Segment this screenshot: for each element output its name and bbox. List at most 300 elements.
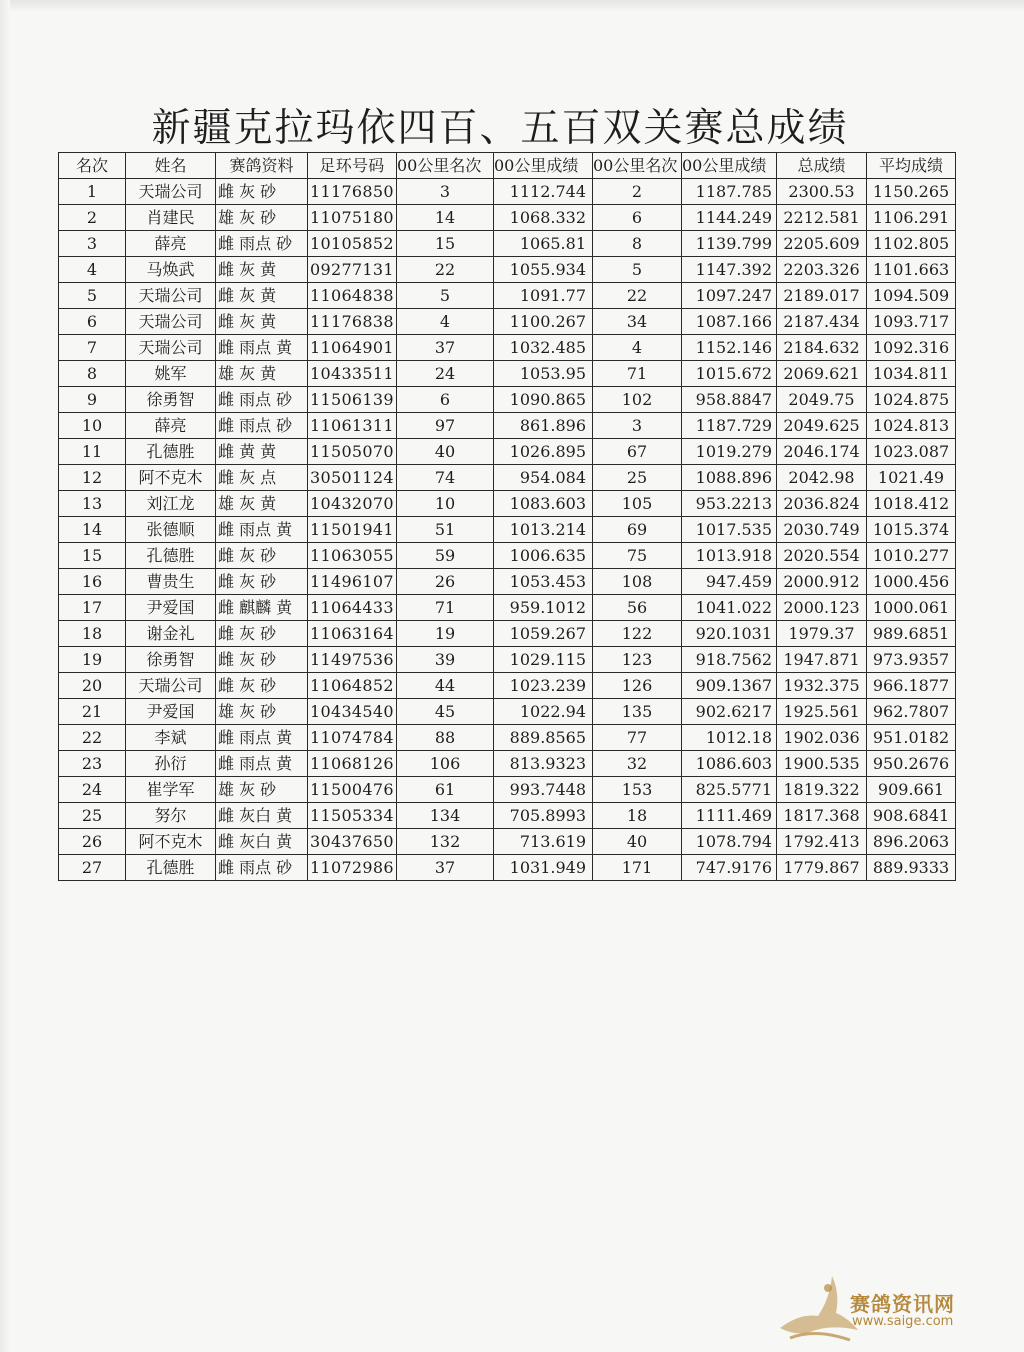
table-row	[59, 179, 956, 205]
cell-500km-score: 918.7562	[682, 647, 777, 673]
table-row	[59, 413, 956, 439]
cell-pigeon-info: 雌 雨点 黄	[216, 725, 308, 751]
cell-ring-number: 10105852	[308, 231, 397, 257]
cell-name: 姚军	[126, 361, 216, 387]
cell-500km-score: 909.1367	[682, 673, 777, 699]
cell-400km-rank: 40	[397, 439, 494, 465]
cell-500km-rank: 69	[593, 517, 682, 543]
table-row	[59, 777, 956, 803]
cell-rank: 6	[59, 309, 126, 335]
cell-500km-rank: 75	[593, 543, 682, 569]
cell-total-score: 2069.621	[777, 361, 867, 387]
cell-total-score: 1900.535	[777, 751, 867, 777]
cell-average-score: 973.9357	[867, 647, 956, 673]
table-row	[59, 699, 956, 725]
cell-rank: 1	[59, 179, 126, 205]
cell-400km-rank: 19	[397, 621, 494, 647]
cell-400km-score: 993.7448	[494, 777, 593, 803]
cell-total-score: 2187.434	[777, 309, 867, 335]
table-row	[59, 465, 956, 491]
cell-500km-rank: 34	[593, 309, 682, 335]
header-average-score: 平均成绩	[867, 153, 956, 179]
cell-name: 天瑞公司	[126, 179, 216, 205]
table-row	[59, 751, 956, 777]
table-row	[59, 283, 956, 309]
cell-ring-number: 11496107	[308, 569, 397, 595]
watermark-site-name: 赛鸽资讯网	[850, 1292, 955, 1316]
cell-rank: 8	[59, 361, 126, 387]
cell-rank: 13	[59, 491, 126, 517]
cell-500km-score: 1147.392	[682, 257, 777, 283]
table-row	[59, 361, 956, 387]
page-title: 新疆克拉玛依四百、五百双关赛总成绩	[151, 106, 849, 151]
cell-average-score: 1000.061	[867, 595, 956, 621]
cell-500km-rank: 135	[593, 699, 682, 725]
cell-500km-score: 1152.146	[682, 335, 777, 361]
cell-total-score: 2212.581	[777, 205, 867, 231]
cell-500km-rank: 18	[593, 803, 682, 829]
cell-rank: 21	[59, 699, 126, 725]
cell-400km-rank: 71	[397, 595, 494, 621]
cell-name: 薛亮	[126, 231, 216, 257]
cell-rank: 14	[59, 517, 126, 543]
cell-name: 天瑞公司	[126, 335, 216, 361]
cell-pigeon-info: 雌 灰 砂	[216, 569, 308, 595]
cell-total-score: 2205.609	[777, 231, 867, 257]
cell-pigeon-info: 雌 灰 黄	[216, 283, 308, 309]
cell-400km-score: 1112.744	[494, 179, 593, 205]
cell-total-score: 1979.37	[777, 621, 867, 647]
cell-400km-rank: 106	[397, 751, 494, 777]
table-row	[59, 829, 956, 855]
cell-400km-rank: 24	[397, 361, 494, 387]
cell-500km-score: 1088.896	[682, 465, 777, 491]
cell-average-score: 1024.813	[867, 413, 956, 439]
cell-average-score: 1092.316	[867, 335, 956, 361]
cell-500km-score: 1017.535	[682, 517, 777, 543]
cell-500km-rank: 102	[593, 387, 682, 413]
cell-500km-score: 747.9176	[682, 855, 777, 881]
cell-500km-score: 1139.799	[682, 231, 777, 257]
cell-average-score: 966.1877	[867, 673, 956, 699]
cell-ring-number: 11068126	[308, 751, 397, 777]
cell-rank: 20	[59, 673, 126, 699]
cell-total-score: 1819.322	[777, 777, 867, 803]
cell-500km-rank: 8	[593, 231, 682, 257]
cell-name: 张德顺	[126, 517, 216, 543]
cell-pigeon-info: 雌 雨点 砂	[216, 387, 308, 413]
cell-pigeon-info: 雄 灰 黄	[216, 361, 308, 387]
cell-total-score: 1925.561	[777, 699, 867, 725]
cell-ring-number: 11176838	[308, 309, 397, 335]
cell-500km-score: 958.8847	[682, 387, 777, 413]
cell-average-score: 951.0182	[867, 725, 956, 751]
cell-400km-score: 1023.239	[494, 673, 593, 699]
cell-400km-score: 1055.934	[494, 257, 593, 283]
scan-edge-left	[0, 0, 10, 1352]
cell-average-score: 889.9333	[867, 855, 956, 881]
cell-500km-rank: 4	[593, 335, 682, 361]
cell-400km-rank: 3	[397, 179, 494, 205]
cell-rank: 16	[59, 569, 126, 595]
table-row	[59, 257, 956, 283]
cell-average-score: 896.2063	[867, 829, 956, 855]
cell-average-score: 908.6841	[867, 803, 956, 829]
cell-ring-number: 11074784	[308, 725, 397, 751]
cell-average-score: 1034.811	[867, 361, 956, 387]
table-row	[59, 855, 956, 881]
cell-400km-rank: 37	[397, 855, 494, 881]
cell-500km-rank: 171	[593, 855, 682, 881]
cell-ring-number: 11064901	[308, 335, 397, 361]
cell-total-score: 2000.912	[777, 569, 867, 595]
cell-rank: 25	[59, 803, 126, 829]
cell-400km-rank: 39	[397, 647, 494, 673]
cell-500km-score: 1187.729	[682, 413, 777, 439]
table-row	[59, 595, 956, 621]
cell-400km-score: 1090.865	[494, 387, 593, 413]
cell-500km-rank: 6	[593, 205, 682, 231]
cell-400km-score: 1065.81	[494, 231, 593, 257]
cell-average-score: 1150.265	[867, 179, 956, 205]
cell-400km-score: 1068.332	[494, 205, 593, 231]
cell-rank: 3	[59, 231, 126, 257]
table-row	[59, 543, 956, 569]
cell-400km-rank: 45	[397, 699, 494, 725]
cell-500km-score: 1087.166	[682, 309, 777, 335]
cell-ring-number: 30501124	[308, 465, 397, 491]
cell-pigeon-info: 雌 灰 黄	[216, 257, 308, 283]
cell-pigeon-info: 雌 雨点 黄	[216, 751, 308, 777]
cell-400km-rank: 134	[397, 803, 494, 829]
cell-rank: 11	[59, 439, 126, 465]
cell-name: 天瑞公司	[126, 673, 216, 699]
cell-average-score: 1093.717	[867, 309, 956, 335]
cell-pigeon-info: 雌 雨点 砂	[216, 231, 308, 257]
cell-ring-number: 11505334	[308, 803, 397, 829]
cell-ring-number: 11501941	[308, 517, 397, 543]
cell-total-score: 1947.871	[777, 647, 867, 673]
cell-rank: 9	[59, 387, 126, 413]
cell-500km-score: 1012.18	[682, 725, 777, 751]
cell-500km-score: 1187.785	[682, 179, 777, 205]
cell-500km-rank: 123	[593, 647, 682, 673]
cell-name: 曹贵生	[126, 569, 216, 595]
cell-pigeon-info: 雌 黄 黄	[216, 439, 308, 465]
cell-ring-number: 10432070	[308, 491, 397, 517]
cell-400km-score: 1053.95	[494, 361, 593, 387]
cell-400km-rank: 6	[397, 387, 494, 413]
cell-average-score: 1021.49	[867, 465, 956, 491]
header-500km-rank: 00公里名次	[593, 153, 682, 179]
cell-average-score: 950.2676	[867, 751, 956, 777]
cell-500km-rank: 40	[593, 829, 682, 855]
cell-400km-rank: 61	[397, 777, 494, 803]
cell-total-score: 2049.625	[777, 413, 867, 439]
cell-pigeon-info: 雌 灰 砂	[216, 621, 308, 647]
cell-total-score: 2189.017	[777, 283, 867, 309]
cell-name: 孔德胜	[126, 439, 216, 465]
results-table-body	[59, 153, 956, 881]
cell-400km-rank: 26	[397, 569, 494, 595]
table-row	[59, 491, 956, 517]
cell-400km-rank: 14	[397, 205, 494, 231]
cell-500km-rank: 122	[593, 621, 682, 647]
cell-ring-number: 11063164	[308, 621, 397, 647]
cell-400km-score: 1006.635	[494, 543, 593, 569]
cell-ring-number: 11500476	[308, 777, 397, 803]
cell-500km-score: 1086.603	[682, 751, 777, 777]
header-name: 姓名	[126, 153, 216, 179]
cell-name: 崔学军	[126, 777, 216, 803]
cell-rank: 17	[59, 595, 126, 621]
cell-average-score: 1094.509	[867, 283, 956, 309]
cell-500km-rank: 5	[593, 257, 682, 283]
cell-average-score: 1015.374	[867, 517, 956, 543]
cell-name: 马焕武	[126, 257, 216, 283]
cell-name: 刘江龙	[126, 491, 216, 517]
cell-400km-rank: 10	[397, 491, 494, 517]
cell-total-score: 1902.036	[777, 725, 867, 751]
cell-rank: 22	[59, 725, 126, 751]
table-row	[59, 309, 956, 335]
cell-total-score: 1779.867	[777, 855, 867, 881]
cell-average-score: 1106.291	[867, 205, 956, 231]
cell-rank: 7	[59, 335, 126, 361]
cell-pigeon-info: 雌 灰 砂	[216, 543, 308, 569]
table-row	[59, 439, 956, 465]
cell-name: 徐勇智	[126, 387, 216, 413]
cell-average-score: 1010.277	[867, 543, 956, 569]
cell-rank: 27	[59, 855, 126, 881]
cell-pigeon-info: 雌 灰白 黄	[216, 829, 308, 855]
cell-500km-rank: 32	[593, 751, 682, 777]
cell-total-score: 1817.368	[777, 803, 867, 829]
cell-pigeon-info: 雌 雨点 黄	[216, 517, 308, 543]
cell-pigeon-info: 雌 灰 砂	[216, 179, 308, 205]
cell-500km-score: 1015.672	[682, 361, 777, 387]
header-400km-rank: 00公里名次	[397, 153, 494, 179]
cell-ring-number: 10434540	[308, 699, 397, 725]
cell-rank: 15	[59, 543, 126, 569]
cell-500km-score: 920.1031	[682, 621, 777, 647]
cell-rank: 19	[59, 647, 126, 673]
cell-400km-rank: 97	[397, 413, 494, 439]
cell-rank: 4	[59, 257, 126, 283]
cell-500km-score: 1144.249	[682, 205, 777, 231]
cell-rank: 26	[59, 829, 126, 855]
cell-500km-score: 1019.279	[682, 439, 777, 465]
cell-400km-score: 1026.895	[494, 439, 593, 465]
cell-ring-number: 11075180	[308, 205, 397, 231]
cell-name: 孔德胜	[126, 855, 216, 881]
cell-ring-number: 11061311	[308, 413, 397, 439]
cell-400km-score: 1022.94	[494, 699, 593, 725]
cell-average-score: 1018.412	[867, 491, 956, 517]
cell-name: 尹爱国	[126, 699, 216, 725]
cell-pigeon-info: 雌 灰 砂	[216, 647, 308, 673]
cell-ring-number: 11064852	[308, 673, 397, 699]
cell-rank: 10	[59, 413, 126, 439]
header-400km-score: 00公里成绩	[494, 153, 593, 179]
cell-500km-score: 953.2213	[682, 491, 777, 517]
table-row	[59, 205, 956, 231]
cell-pigeon-info: 雄 灰 砂	[216, 205, 308, 231]
cell-pigeon-info: 雌 灰 黄	[216, 309, 308, 335]
results-table	[58, 152, 956, 881]
cell-400km-score: 813.9323	[494, 751, 593, 777]
cell-500km-score: 947.459	[682, 569, 777, 595]
cell-400km-score: 1013.214	[494, 517, 593, 543]
cell-400km-score: 1032.485	[494, 335, 593, 361]
table-row	[59, 647, 956, 673]
cell-500km-score: 902.6217	[682, 699, 777, 725]
cell-total-score: 2030.749	[777, 517, 867, 543]
cell-400km-score: 861.896	[494, 413, 593, 439]
table-row	[59, 569, 956, 595]
cell-total-score: 2203.326	[777, 257, 867, 283]
cell-ring-number: 11176850	[308, 179, 397, 205]
cell-rank: 23	[59, 751, 126, 777]
cell-400km-rank: 59	[397, 543, 494, 569]
cell-500km-score: 1111.469	[682, 803, 777, 829]
cell-400km-rank: 74	[397, 465, 494, 491]
cell-name: 阿不克木	[126, 829, 216, 855]
cell-ring-number: 11064838	[308, 283, 397, 309]
cell-ring-number: 11506139	[308, 387, 397, 413]
cell-pigeon-info: 雌 雨点 黄	[216, 335, 308, 361]
cell-400km-score: 1091.77	[494, 283, 593, 309]
cell-400km-rank: 44	[397, 673, 494, 699]
cell-name: 孙衍	[126, 751, 216, 777]
cell-ring-number: 09277131	[308, 257, 397, 283]
cell-total-score: 2042.98	[777, 465, 867, 491]
cell-rank: 18	[59, 621, 126, 647]
cell-400km-rank: 22	[397, 257, 494, 283]
cell-400km-score: 1031.949	[494, 855, 593, 881]
cell-400km-score: 1053.453	[494, 569, 593, 595]
cell-name: 阿不克木	[126, 465, 216, 491]
cell-400km-rank: 5	[397, 283, 494, 309]
cell-400km-score: 1100.267	[494, 309, 593, 335]
cell-pigeon-info: 雄 灰 黄	[216, 491, 308, 517]
cell-400km-score: 705.8993	[494, 803, 593, 829]
cell-500km-score: 1078.794	[682, 829, 777, 855]
cell-name: 努尔	[126, 803, 216, 829]
cell-500km-rank: 153	[593, 777, 682, 803]
cell-500km-rank: 105	[593, 491, 682, 517]
watermark-url: www.saige.com	[852, 1314, 954, 1329]
cell-400km-rank: 37	[397, 335, 494, 361]
cell-name: 徐勇智	[126, 647, 216, 673]
cell-total-score: 2000.123	[777, 595, 867, 621]
cell-ring-number: 11505070	[308, 439, 397, 465]
cell-pigeon-info: 雄 灰 砂	[216, 699, 308, 725]
cell-average-score: 1102.805	[867, 231, 956, 257]
cell-500km-rank: 108	[593, 569, 682, 595]
cell-400km-score: 1029.115	[494, 647, 593, 673]
pigeon-logo-icon	[770, 1258, 860, 1348]
cell-ring-number: 11497536	[308, 647, 397, 673]
cell-500km-rank: 25	[593, 465, 682, 491]
header-500km-score: 00公里成绩	[682, 153, 777, 179]
cell-pigeon-info: 雌 雨点 砂	[216, 855, 308, 881]
cell-total-score: 2049.75	[777, 387, 867, 413]
table-row	[59, 335, 956, 361]
table-row	[59, 387, 956, 413]
cell-400km-rank: 4	[397, 309, 494, 335]
table-row	[59, 231, 956, 257]
cell-name: 薛亮	[126, 413, 216, 439]
header-ring-number: 足环号码	[308, 153, 397, 179]
cell-name: 天瑞公司	[126, 309, 216, 335]
cell-average-score: 1024.875	[867, 387, 956, 413]
cell-average-score: 1023.087	[867, 439, 956, 465]
table-row	[59, 621, 956, 647]
table-header-row	[59, 153, 956, 179]
header-rank: 名次	[59, 153, 126, 179]
cell-400km-rank: 132	[397, 829, 494, 855]
table-row	[59, 803, 956, 829]
cell-pigeon-info: 雌 灰 点	[216, 465, 308, 491]
cell-name: 李斌	[126, 725, 216, 751]
cell-average-score: 909.661	[867, 777, 956, 803]
cell-500km-rank: 56	[593, 595, 682, 621]
cell-400km-score: 954.084	[494, 465, 593, 491]
cell-500km-score: 1041.022	[682, 595, 777, 621]
scan-edge-top	[0, 0, 1024, 12]
cell-pigeon-info: 雌 雨点 砂	[216, 413, 308, 439]
cell-ring-number: 30437650	[308, 829, 397, 855]
header-pigeon-info: 赛鸽资料	[216, 153, 308, 179]
cell-400km-rank: 15	[397, 231, 494, 257]
cell-500km-rank: 3	[593, 413, 682, 439]
cell-total-score: 1792.413	[777, 829, 867, 855]
cell-total-score: 2020.554	[777, 543, 867, 569]
cell-average-score: 989.6851	[867, 621, 956, 647]
cell-400km-rank: 88	[397, 725, 494, 751]
cell-rank: 24	[59, 777, 126, 803]
cell-500km-score: 1013.918	[682, 543, 777, 569]
cell-ring-number: 11064433	[308, 595, 397, 621]
cell-400km-score: 713.619	[494, 829, 593, 855]
cell-total-score: 2300.53	[777, 179, 867, 205]
table-row	[59, 673, 956, 699]
cell-500km-score: 1097.247	[682, 283, 777, 309]
cell-average-score: 1101.663	[867, 257, 956, 283]
cell-500km-score: 825.5771	[682, 777, 777, 803]
cell-500km-rank: 71	[593, 361, 682, 387]
cell-pigeon-info: 雌 灰 砂	[216, 673, 308, 699]
cell-average-score: 962.7807	[867, 699, 956, 725]
cell-total-score: 2184.632	[777, 335, 867, 361]
cell-ring-number: 11072986	[308, 855, 397, 881]
cell-500km-rank: 67	[593, 439, 682, 465]
cell-total-score: 2046.174	[777, 439, 867, 465]
header-total-score: 总成绩	[777, 153, 867, 179]
cell-total-score: 1932.375	[777, 673, 867, 699]
cell-500km-rank: 126	[593, 673, 682, 699]
cell-pigeon-info: 雌 灰白 黄	[216, 803, 308, 829]
cell-rank: 2	[59, 205, 126, 231]
cell-400km-rank: 51	[397, 517, 494, 543]
cell-rank: 12	[59, 465, 126, 491]
cell-name: 谢金礼	[126, 621, 216, 647]
table-row	[59, 517, 956, 543]
site-watermark	[770, 1258, 1010, 1348]
cell-500km-rank: 77	[593, 725, 682, 751]
cell-ring-number: 10433511	[308, 361, 397, 387]
